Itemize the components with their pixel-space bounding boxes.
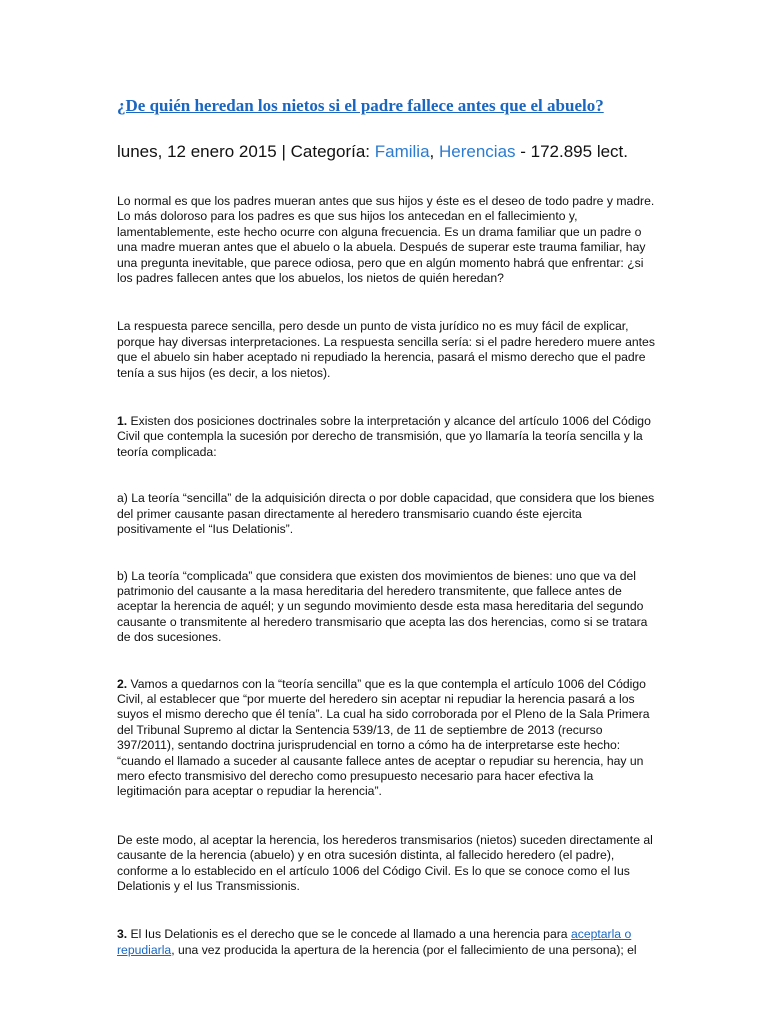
point-text: Existen dos posiciones doctrinales sobre la interpretación y alcance del artículo 1006 del Código Civil que contempla la sucesión por derecho de transmisión, que yo llamaría la teoría sencilla y la teoría complicada: (117, 414, 651, 459)
article (117, 94, 655, 958)
category-link-familia[interactable]: Familia (374, 142, 430, 161)
paragraph-point-2 (117, 677, 655, 800)
category-label: Categoría: (290, 142, 375, 161)
meta-separator: | (276, 142, 291, 161)
article-meta (117, 141, 655, 163)
category-link-herencias[interactable]: Herencias (438, 142, 516, 161)
point-text: Vamos a quedarnos con la “teoría sencilla” que es la que contempla el artículo 1006 del Código Civil, al establecer que “por muerte del heredero sin aceptar ni repudiar la herencia pasará a los suyos el mismo derecho que él tenía”. La cual ha sido corroborada por el Pleno de la Sala Primera del Tribunal Supremo al dictar la Sentencia 539/13, de 11 de septiembre de 2013 (recurso 397/2011), sentando doctrina jurisprudencial en torno a cómo ha de interpretarse este hecho: “cuando el llamado a suceder al causante fallece antes de aceptar o repudiar su herencia, hay un mero efecto transmisivo del derecho como presupuesto necesario para hacer efectiva la legitimación para aceptar o repudiar la herencia”. (117, 676, 650, 799)
point-text-continued: , una vez producida la apertura de la herencia (por el fallecimiento de una persona); el (171, 942, 637, 957)
point-number: 1. (117, 414, 128, 429)
paragraph-conclusion: De este modo, al aceptar la herencia, los herederos transmisarios (nietos) suceden directamente al causante de la herencia (abuelo) y en otra sucesión distinta, al fallecido heredero (el padre), conforme a lo establecido en el artículo 1006 del Código Civil. Es lo que se conoce como el Ius Delationis y el Ius Transmissionis. (117, 832, 653, 893)
article-title[interactable]: ¿De quién heredan los nietos si el padre fallece antes que el abuelo? (117, 96, 604, 115)
point-text: El Ius Delationis es el derecho que se le concede al llamado a una herencia para (127, 927, 571, 942)
article-date: lunes, 12 enero 2015 (117, 142, 277, 161)
point-number: 3. (117, 927, 128, 942)
paragraph-intro: Lo normal es que los padres mueran antes que sus hijos y éste es el deseo de todo padre y madre. Lo más doloroso para los padres es que sus hijos los antecedan en el fallecimiento y, lamentablemente, este hecho ocurre con alguna frecuencia. Es un drama familiar que un padre o una madre mueran antes que el abuelo o la abuela. Después de superar este trauma familiar, hay una pregunta inevitable, que parece odiosa, pero que en algún momento habrá que enfrentar: ¿si los padres fallecen antes que los abuelos, los nietos de quién heredan? (117, 194, 655, 286)
paragraph-point-1 (117, 414, 655, 460)
paragraph-answer: La respuesta parece sencilla, pero desde un punto de vista jurídico no es muy fácil de explicar, porque hay diversas interpretaciones. La respuesta sencilla sería: si el padre heredero muere antes que el abuelo sin haber aceptado ni repudiado la herencia, pasará el mismo derecho que el padre tenía a sus hijos (es decir, a los nietos). (117, 319, 655, 380)
link-aceptarla-o-repudiarla[interactable]: aceptarla o repudiarla (117, 927, 632, 957)
point-number: 2. (117, 676, 128, 691)
read-count: - 172.895 lect. (515, 142, 628, 161)
paragraph-theory-b: b) La teoría “complicada” que considera que existen dos movimientos de bienes: uno que va del patrimonio del causante a la masa hereditaria del heredero transmitente, que fallece antes de aceptar la herencia de aquél; y un segundo movimiento desde esta masa hereditaria del segundo causante o transmitente al heredero transmisario que acepta las dos herencias, como si se tratara de dos sucesiones. (117, 568, 648, 645)
paragraph-theory-a: a) La teoría “sencilla” de la adquisición directa o por doble capacidad, que considera que los bienes del primer causante pasan directamente al heredero transmisario cuando éste ejercita positivamente el “Ius Delationis”. (117, 491, 655, 537)
category-comma: , (429, 142, 439, 161)
paragraph-point-3 (117, 927, 655, 958)
